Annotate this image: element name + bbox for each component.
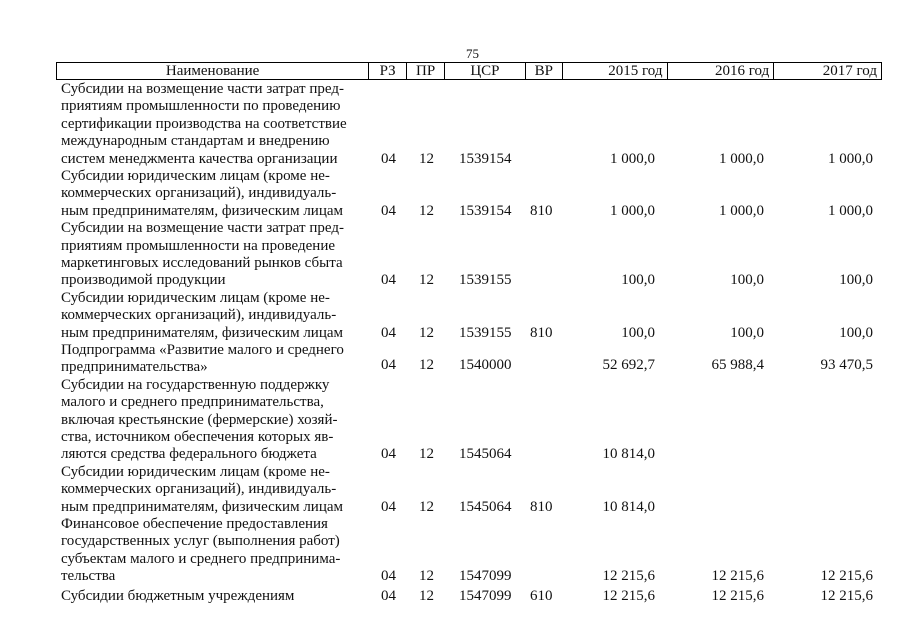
cell-2017: 1 000,0: [828, 150, 873, 167]
cell-rz: 04: [381, 587, 396, 604]
cell-2015: 52 692,7: [602, 357, 655, 374]
page-number: 75: [466, 46, 479, 61]
row-name-line: сертификации производства на соответствие: [61, 115, 347, 132]
row-name: [61, 168, 361, 220]
cell-2016: 100,0: [730, 272, 764, 289]
row-name: [61, 588, 361, 605]
row-name-line: Субсидии на возмещение части затрат пред-: [61, 81, 344, 97]
table-row: [0, 290, 905, 342]
cell-pr: 12: [419, 202, 434, 219]
row-name-line: ляются средства федерального бюджета: [61, 446, 317, 463]
table-row: [0, 81, 905, 168]
row-name-line: Субсидии юридическим лицам (кроме не-: [61, 289, 330, 306]
cell-2015: 12 215,6: [602, 568, 655, 585]
header-pr: ПР: [407, 63, 445, 79]
cell-vr: 810: [530, 324, 553, 341]
cell-2017: 1 000,0: [828, 202, 873, 219]
table-row: [0, 516, 905, 588]
row-name-line: систем менеджмента качества организации: [61, 150, 338, 167]
header-2016: 2016 год: [668, 63, 775, 79]
row-name-line: тельства: [61, 568, 116, 585]
cell-2016: 100,0: [730, 324, 764, 341]
table-row: [0, 342, 905, 377]
table-row: [0, 377, 905, 464]
cell-2017: 12 215,6: [820, 587, 873, 604]
row-name-line: ства, источником обеспечения которых яв-: [61, 428, 334, 445]
cell-2016: 65 988,4: [711, 357, 764, 374]
table-header: [56, 62, 882, 80]
row-name-line: производимой продукции: [61, 272, 226, 289]
cell-pr: 12: [419, 324, 434, 341]
cell-2017: 100,0: [839, 324, 873, 341]
cell-2016: 12 215,6: [711, 568, 764, 585]
cell-csr: 1539154: [459, 202, 512, 219]
header-rz: РЗ: [369, 63, 407, 79]
row-name-line: ным предпринимателям, физическим лицам: [61, 202, 344, 219]
cell-rz: 04: [381, 202, 396, 219]
header-vr: ВР: [526, 63, 563, 79]
cell-pr: 12: [419, 150, 434, 167]
cell-rz: 04: [381, 498, 396, 515]
cell-vr: 810: [530, 202, 553, 219]
row-name-line: коммерческих организаций), индивидуаль-: [61, 307, 337, 324]
cell-csr: 1547099: [459, 587, 512, 604]
row-name: [61, 464, 361, 516]
cell-rz: 04: [381, 150, 396, 167]
row-name-line: Субсидии на возмещение части затрат пред-: [61, 220, 344, 237]
cell-csr: 1545064: [459, 446, 512, 463]
row-name: [61, 290, 361, 342]
row-name-line: Субсидии бюджетным учреждениям: [61, 587, 295, 604]
cell-rz: 04: [381, 568, 396, 585]
cell-2016: 12 215,6: [711, 587, 764, 604]
cell-pr: 12: [419, 498, 434, 515]
cell-pr: 12: [419, 446, 434, 463]
row-name-line: Финансовое обеспечение предоставления: [61, 515, 328, 532]
table-row: [0, 588, 905, 605]
row-name-line: Подпрограмма «Развитие малого и среднего: [61, 341, 344, 358]
cell-pr: 12: [419, 587, 434, 604]
row-name-line: Субсидии юридическим лицам (кроме не-: [61, 168, 330, 184]
row-name-line: включая крестьянские (фермерские) хозяй-: [61, 411, 338, 428]
header-2015: 2015 год: [563, 63, 668, 79]
cell-rz: 04: [381, 324, 396, 341]
cell-pr: 12: [419, 272, 434, 289]
cell-pr: 12: [419, 568, 434, 585]
row-name: [61, 516, 361, 586]
row-name-line: ным предпринимателям, физическим лицам: [61, 324, 344, 341]
cell-rz: 04: [381, 446, 396, 463]
cell-csr: 1540000: [459, 357, 512, 374]
cell-csr: 1539155: [459, 324, 512, 341]
row-name-line: маркетинговых исследований рынков сбыта: [61, 255, 343, 271]
cell-pr: 12: [419, 357, 434, 374]
cell-2017: 93 470,5: [820, 357, 873, 374]
cell-vr: 610: [530, 587, 553, 604]
table-row: [0, 464, 905, 516]
cell-2015: 1 000,0: [610, 150, 655, 167]
row-name: [61, 220, 361, 290]
table-row: [0, 168, 905, 220]
cell-rz: 04: [381, 357, 396, 374]
table-body: [0, 81, 905, 605]
header-csr: ЦСР: [445, 63, 526, 79]
cell-2017: 12 215,6: [820, 568, 873, 585]
cell-2015: 1 000,0: [610, 202, 655, 219]
cell-csr: 1547099: [459, 568, 512, 585]
table-row: [0, 220, 905, 290]
header-name: Наименование: [57, 63, 369, 79]
header-2017: 2017 год: [822, 63, 877, 79]
row-name-line: предпринимательства»: [61, 359, 208, 376]
cell-vr: 810: [530, 498, 553, 515]
cell-2015: 10 814,0: [602, 446, 655, 463]
cell-rz: 04: [381, 272, 396, 289]
row-name-line: коммерческих организаций), индивидуаль-: [61, 185, 337, 202]
row-name-line: ным предпринимателям, физическим лицам: [61, 498, 344, 515]
row-name-line: Субсидии на государственную поддержку: [61, 376, 330, 393]
row-name: [61, 377, 361, 464]
cell-2015: 10 814,0: [602, 498, 655, 515]
row-name-line: малого и среднего предпринимательства,: [61, 394, 324, 411]
row-name-line: приятиям промышленности по проведению: [61, 98, 341, 115]
row-name-line: Субсидии юридическим лицам (кроме не-: [61, 463, 330, 480]
row-name-line: приятиям промышленности на проведение: [61, 237, 336, 254]
row-name-line: коммерческих организаций), индивидуаль-: [61, 481, 337, 498]
cell-csr: 1539154: [459, 150, 512, 167]
cell-csr: 1539155: [459, 272, 512, 289]
cell-2015: 100,0: [621, 272, 655, 289]
cell-2015: 100,0: [621, 324, 655, 341]
cell-csr: 1545064: [459, 498, 512, 515]
row-name-line: международным стандартам и внедрению: [61, 133, 330, 150]
cell-2015: 12 215,6: [602, 587, 655, 604]
row-name: [61, 342, 361, 377]
cell-2016: 1 000,0: [719, 202, 764, 219]
row-name-line: субъектам малого и среднего предпринима-: [61, 550, 341, 567]
cell-2017: 100,0: [839, 272, 873, 289]
row-name-line: государственных услуг (выполнения работ): [61, 533, 340, 550]
row-name: [61, 81, 361, 168]
cell-2016: 1 000,0: [719, 150, 764, 167]
